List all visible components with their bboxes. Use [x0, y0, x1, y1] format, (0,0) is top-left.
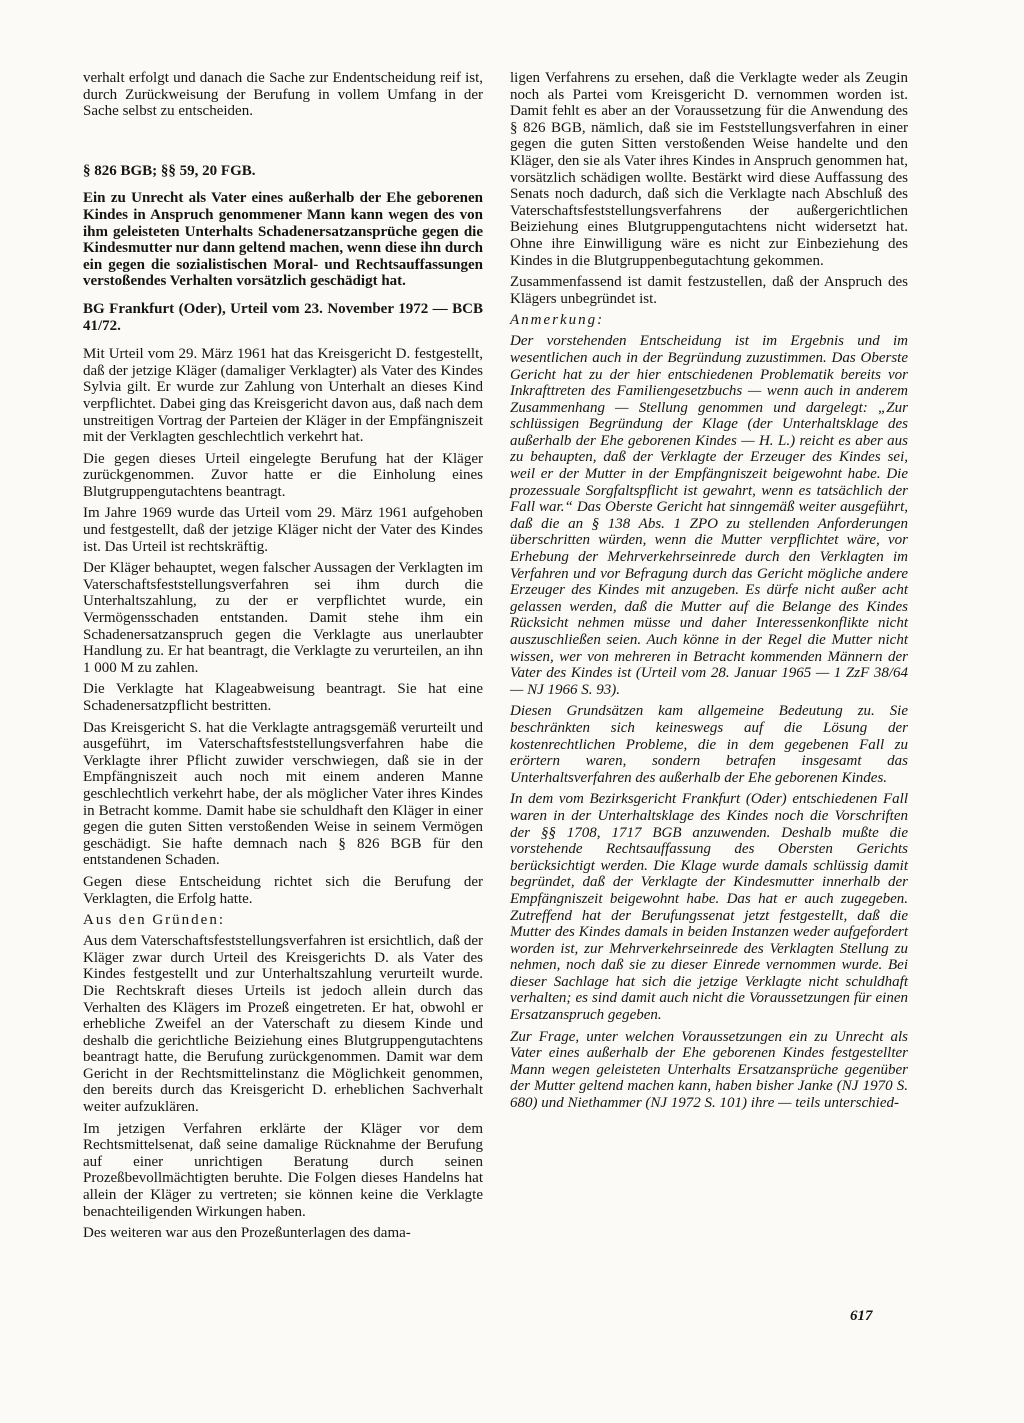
- body-paragraph: Die Verklagte hat Klageabweisung beantragt. Sie hat eine Schadenersatzpflicht bestritten.: [83, 681, 483, 714]
- body-paragraph: ligen Verfahrens zu ersehen, daß die Verklagte weder als Zeugin noch als Partei vom Kreisgericht D. vernommen worden ist. Damit fehlt es aber an der Voraussetzung für die Anwendung des § 826 BGB, nämlich, daß sie im Feststellungsverfahren in einer gegen die guten Sitten verstoßenden Weise handelte und den Kläger, den sie als Vater ihres Kindes in Anspruch genommen hat, vorsätzlich schädigen wollte. Bestärkt wird diese Auffassung des Senats noch dadurch, daß sich die Verklagte nach Abschluß des Vaterschaftsfeststellungsverfahrens der außergerichtlichen Beiziehung eines Blutgruppengutachtens nicht widersetzt hat. Ohne ihre Einwilligung wäre es nicht zur Einbeziehung des Kindes in die Blutgruppenbegutachtung gekommen.: [510, 70, 908, 269]
- left-column: [83, 70, 483, 1247]
- annotation-paragraph: Zur Frage, unter welchen Voraussetzungen ein zu Unrecht als Vater eines außerhalb der Ehe geborenen Kindes festgestellter Mann wegen geleisteten Unterhalts Ersatzansprüche gegenüber der Mutter geltend machen kann, haben bisher Janke (NJ 1970 S. 680) und Niethammer (NJ 1972 S. 101) ihre — teils unterschied-: [510, 1028, 908, 1112]
- body-paragraph: Gegen diese Entscheidung richtet sich die Berufung der Verklagten, die Erfolg hatte.: [83, 873, 483, 907]
- body-paragraph: Mit Urteil vom 29. März 1961 hat das Kreisgericht D. festgestellt, daß der jetzige Kläger (damaliger Verklagter) als Vater des Kindes Sylvia gilt. Er wurde zur Zahlung von Unterhalt an dieses Kind verpflichtet. Dabei ging das Kreisgericht davon aus, daß nach dem unstreitigen Vortrag der Parteien der Kläger in der Empfängniszeit mit der Verklagten geschlechtlich verkehrt hat.: [83, 346, 483, 446]
- section-heading-annotation: Anmerkung:: [510, 312, 605, 329]
- body-paragraph: Der Kläger behauptet, wegen falscher Aussagen der Verklagten im Vaterschaftsfeststellungsverfahren sei ihm durch die Unterhaltszahlung, zu der er verpflichtet wurde, ein Vermögensschaden entstanden. Damit stehe ihm ein Schadenersatzanspruch gegen die Verklagte aus unerlaubter Handlung zu. Er hat beantragt, die Verklagte zu verurteilen, an ihn 1 000 M zu zahlen.: [83, 560, 483, 676]
- statute-heading: § 826 BGB; §§ 59, 20 FGB.: [83, 162, 256, 179]
- headnote: Ein zu Unrecht als Vater eines außerhalb der Ehe geborenen Kindes in Anspruch genommener Mann kann wegen des von ihm geleisteten Unterhalts Schadenersatzansprüche gegen die Kindesmutter nur dann geltend machen, wenn diese ihn durch ein gegen die sozialistischen Moral- und Rechtsauffassungen verstoßendes Verhalten vorsätzlich geschädigt hat.: [83, 190, 483, 290]
- court-citation: BG Frankfurt (Oder), Urteil vom 23. November 1972 — BCB 41/72.: [83, 300, 483, 334]
- section-heading-reasons: Aus den Gründen:: [83, 912, 225, 929]
- body-paragraph: Im jetzigen Verfahren erklärte der Kläger vor dem Rechtsmittelsenat, daß seine damalige Rücknahme der Berufung auf einer unrichtigen Beratung durch seinen Prozeßbevollmächtigten beruhte. Die Folgen dieses Handelns hat allein der Kläger zu vertreten; sie können keine die Verklagte benachteiligenden Wirkungen haben.: [83, 1120, 483, 1220]
- body-paragraph: Aus dem Vaterschaftsfeststellungsverfahren ist ersichtlich, daß der Kläger zwar durch Urteil des Kreisgerichts D. als Vater des Kindes festgestellt und zur Unterhaltszahlung verurteilt wurde. Die Rechtskraft dieses Urteils ist jedoch allein durch das Verhalten des Klägers im Prozeß eingetreten. Er hat, obwohl er erhebliche Zweifel an der Vaterschaft zu diesem Kinde und deshalb die gerichtliche Beiziehung eines Blutgruppengutachtens beantragt hatte, die Berufung zurückgenommen. Damit war dem Gericht in der Rechtsmittelinstanz die Möglichkeit genommen, den bereits durch das Kreisgericht D. erheblichen Sachverhalt weiter aufzuklären.: [83, 933, 483, 1116]
- continuation-paragraph: verhalt erfolgt und danach die Sache zur Endentscheidung reif ist, durch Zurückweisung der Berufung in vollem Umfang in der Sache selbst zu entscheiden.: [83, 70, 483, 120]
- right-column: [510, 70, 908, 1117]
- body-paragraph: Des weiteren war aus den Prozeßunterlagen des dama-: [83, 1225, 411, 1242]
- annotation-paragraph: In dem vom Bezirksgericht Frankfurt (Oder) entschiedenen Fall waren in der Unterhaltsklage des Kindes noch die Vorschriften der §§ 1708, 1717 BGB anzuwenden. Deshalb mußte die vorstehende Rechtsauffassung des Obersten Gerichts berücksichtigt werden. Die Klage wurde damals schlüssig damit begründet, daß der Verklagte der Kindesmutter innerhalb der Empfängniszeit beigewohnt habe. Das hat er auch zugegeben. Zutreffend hat der Berufungssenat jetzt festgestellt, daß die Mutter des Kindes damals in beiden Instanzen weder aufgefordert worden ist, zur Mehrverkehrseinrede des Verklagten Stellung zu nehmen, noch daß sie zu dieser Einrede vernommen wurde. Bei dieser Sachlage hat sich die jetzige Verklagte nicht schuldhaft verhalten; es sind damit auch nicht die Voraussetzungen für einen Ersatzanspruch gegeben.: [510, 791, 908, 1024]
- page-number: 617: [850, 1308, 873, 1324]
- body-paragraph: Das Kreisgericht S. hat die Verklagte antragsgemäß verurteilt und ausgeführt, im Vaterschaftsfeststellungsverfahren habe die Verklagte ihrer Pflicht zuwider verschwiegen, daß sie in der Empfängniszeit auch noch mit einem anderen Manne geschlechtlich verkehrt habe, der als möglicher Vater ihres Kindes in Betracht komme. Damit habe sie schuldhaft den Kläger in einer gegen die guten Sitten verstoßenden Weise in seinem Vermögen geschädigt. Sie hafte demnach nach § 826 BGB für den entstandenen Schaden.: [83, 719, 483, 869]
- body-paragraph: Zusammenfassend ist damit festzustellen, daß der Anspruch des Klägers unbegründet ist.: [510, 274, 908, 307]
- body-paragraph: Im Jahre 1969 wurde das Urteil vom 29. März 1961 aufgehoben und festgestellt, daß der jetzige Kläger nicht der Vater des Kindes ist. Das Urteil ist rechtskräftig.: [83, 505, 483, 555]
- annotation-paragraph: Der vorstehenden Entscheidung ist im Ergebnis und im wesentlichen auch in der Begründung zuzustimmen. Das Oberste Gericht hat zu der hier entschiedenen Problematik bereits vor Inkrafttreten des Familiengesetzbuchs — wenn auch in anderem Zusammenhang — Stellung genommen und dargelegt: „Zur schlüssigen Begründung der Klage (der Unterhaltsklage des außerhalb der Ehe geborenen Kindes — H. L.) reicht es aber aus zu behaupten, daß der Verklagte der Erzeuger des Kindes sei, weil er der Mutter in der Empfängniszeit beigewohnt habe. Die prozessuale Sorgfaltspflicht ist gewahrt, wenn es tatsächlich der Fall war.“ Das Oberste Gericht hat sinngemäß weiter ausgeführt, daß die an § 138 Abs. 1 ZPO zu stellenden Anforderungen überschritten würden, wenn die Mutter verpflichtet wäre, vor Erhebung der Mehrverkehrseinrede durch den Verklagten im Verfahren und vor Befragung durch das Gericht mögliche andere Erzeuger des Kindes mit anzugeben. Es dürfe nicht außer acht gelassen werden, daß die Mutter auf die Belange des Kindes Rücksicht nehmen müsse und daher Interessenkonflikte nicht auszuschließen seien. Auch könne in der Regel die Mutter nicht wissen, wer von mehreren in Betracht kommenden Männern der Vater des Kindes ist (Urteil vom 28. Januar 1965 — 1 ZzF 38/64 — NJ 1966 S. 93).: [510, 333, 908, 698]
- body-paragraph: Die gegen dieses Urteil eingelegte Berufung hat der Kläger zurückgenommen. Zuvor hatte er die Einholung eines Blutgruppengutachtens beantragt.: [83, 450, 483, 500]
- annotation-paragraph: Diesen Grundsätzen kam allgemeine Bedeutung zu. Sie beschränkten sich keineswegs auf die Lösung der kostenrechtlichen Probleme, die in dem gegebenen Fall zu erörtern waren, sondern betrafen insgesamt das Unterhaltsverfahren des außerhalb der Ehe geborenen Kindes.: [510, 703, 908, 786]
